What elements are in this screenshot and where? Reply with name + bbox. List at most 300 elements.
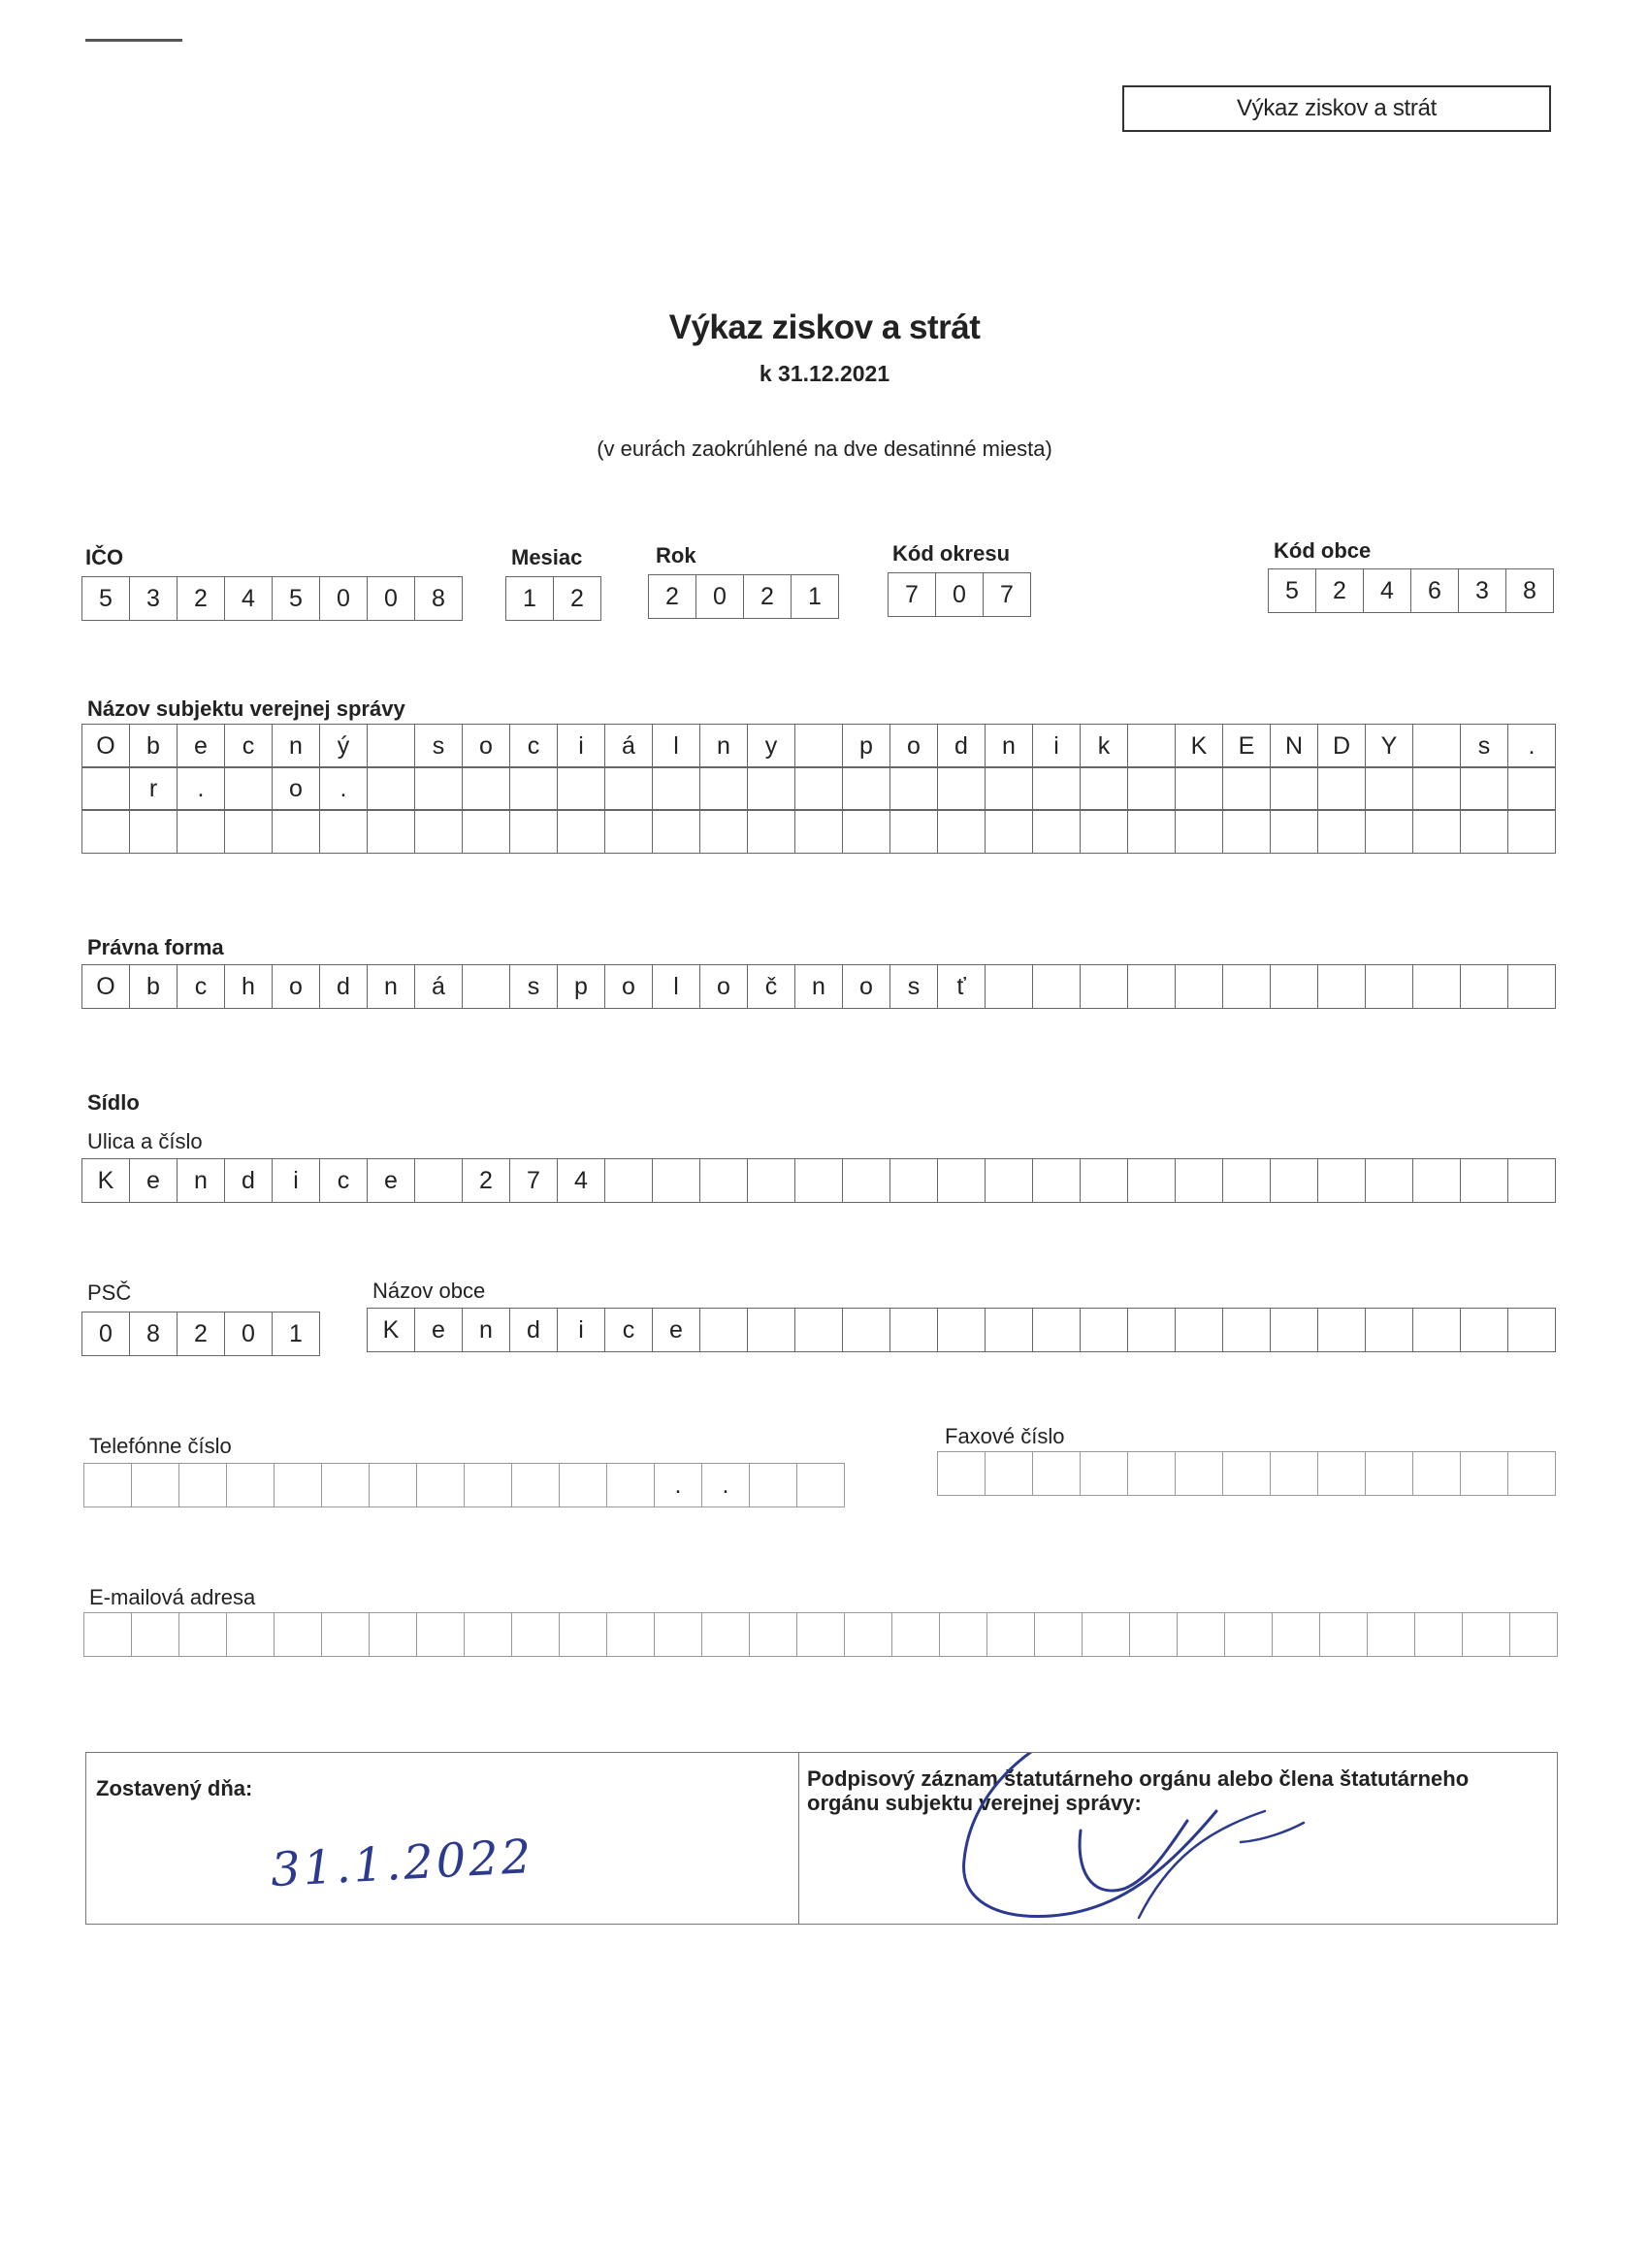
nazov-subjektu-row-3-cell [1366,809,1413,854]
nazov-subjektu-row-1-cell: s [1461,724,1508,768]
nazov-subjektu-row-1-cell: n [700,724,748,768]
email-grid-cell [1463,1612,1510,1657]
nazov-subjektu-row-3-cell [1033,809,1081,854]
nazov-subjektu-row-1-cell: Y [1366,724,1413,768]
nazov-subjektu-row-3-cell [938,809,986,854]
telefon-grid-cell [607,1463,655,1507]
nazov-subjektu-row-2-cell [890,766,938,811]
nazov-subjektu-row-1-cell: o [463,724,510,768]
nazov-subjektu-row-3-cell [368,809,415,854]
nazov-subjektu-row-2-cell [605,766,653,811]
ulica-grid-cell: d [225,1158,273,1203]
pravna-forma-grid-cell: n [795,964,843,1009]
ulica-grid-cell [653,1158,700,1203]
nazov-subjektu-row-2-cell [938,766,986,811]
mesiac-grid-cell: 1 [506,576,554,621]
ulica-grid-cell [795,1158,843,1203]
telefon-grid-cell [750,1463,797,1507]
email-grid-cell [940,1612,987,1657]
psc-grid-cell: 2 [178,1312,225,1356]
nazov-subjektu-row-2-cell [1413,766,1461,811]
pravna-forma-grid-cell [1033,964,1081,1009]
rok-grid [648,574,839,619]
scan-edge-mark [85,39,182,42]
psc-grid-cell: 1 [273,1312,320,1356]
nazov-subjektu-row-2-cell [1318,766,1366,811]
ulica-grid-cell [415,1158,463,1203]
telefon-grid-cell [275,1463,322,1507]
nazov-subjektu-row-1-cell: D [1318,724,1366,768]
fax-grid-cell [1318,1451,1366,1496]
email-grid-cell [132,1612,179,1657]
ulica-grid-cell [1413,1158,1461,1203]
nazov-subjektu-row-3 [81,809,1556,854]
email-grid-cell [512,1612,560,1657]
nazov-obce-grid-cell [1461,1308,1508,1352]
psc-grid-cell: 0 [82,1312,130,1356]
pravna-forma-grid-cell [463,964,510,1009]
ico-grid-cell: 0 [320,576,368,621]
pravna-forma-grid-cell: l [653,964,700,1009]
email-grid-cell [370,1612,417,1657]
pravna-forma-grid-cell [1271,964,1318,1009]
nazov-subjektu-row-3-cell [986,809,1033,854]
nazov-subjektu-row-3-cell [510,809,558,854]
signature-label: Podpisový záznam štatutárneho orgánu alebo člena štatutárneho orgánu subjektu verejnej správy: [807,1766,1470,1815]
email-grid-cell [750,1612,797,1657]
nazov-subjektu-row-3-cell [463,809,510,854]
nazov-subjektu-row-2-cell [558,766,605,811]
currency-note: (v eurách zaokrúhlené na dve desatinné miesta) [597,437,1052,461]
pravna-forma-grid-cell: p [558,964,605,1009]
nazov-obce-grid-cell [1271,1308,1318,1352]
nazov-subjektu-row-1-cell: y [748,724,795,768]
pravna-forma-grid-cell [1223,964,1271,1009]
pravna-forma-grid-cell: h [225,964,273,1009]
telefon-grid-cell [179,1463,227,1507]
nazov-subjektu-row-2-cell: o [273,766,320,811]
telefon-grid-cell [560,1463,607,1507]
nazov-subjektu-row-3-cell [558,809,605,854]
nazov-subjektu-row-2-cell [748,766,795,811]
nazov-subjektu-row-2-cell [1461,766,1508,811]
kod-obce-grid-cell: 2 [1316,568,1364,613]
nazov-obce-grid-cell [1081,1308,1128,1352]
rok-grid-cell: 2 [744,574,792,619]
nazov-subjektu-row-3-cell [82,809,130,854]
pravna-forma-grid-cell: o [843,964,890,1009]
telefon-grid-cell [512,1463,560,1507]
nazov-subjektu-row-2-cell [1033,766,1081,811]
mesiac-grid-cell: 2 [554,576,601,621]
email-grid-cell [465,1612,512,1657]
nazov-subjektu-row-1-cell: p [843,724,890,768]
email-grid-cell [702,1612,750,1657]
nazov-subjektu-row-1-cell: ý [320,724,368,768]
nazov-subjektu-row-1-cell: c [225,724,273,768]
nazov-obce-grid-cell [1508,1308,1556,1352]
rok-grid-cell: 1 [792,574,839,619]
ulica-grid-cell [1318,1158,1366,1203]
kod-obce-grid-cell: 4 [1364,568,1411,613]
nazov-subjektu-row-3-cell [130,809,178,854]
signature-section [85,1752,1558,1925]
telefon-grid-cell [417,1463,465,1507]
fax-grid-cell [1461,1451,1508,1496]
nazov-subjektu-row-2-cell [463,766,510,811]
ulica-grid-cell: 4 [558,1158,605,1203]
kod-okresu-grid [888,572,1031,617]
nazov-obce-grid-cell [1176,1308,1223,1352]
nazov-obce-grid-cell: K [368,1308,415,1352]
nazov-subjektu-row-1-cell: l [653,724,700,768]
email-grid-cell [1035,1612,1083,1657]
fax-grid-cell [1508,1451,1556,1496]
telefon-grid-cell [370,1463,417,1507]
ico-grid-cell: 5 [273,576,320,621]
ulica-grid-cell: 2 [463,1158,510,1203]
pravna-forma-grid-cell [1461,964,1508,1009]
nazov-subjektu-row-1-cell [1413,724,1461,768]
ulica-grid-cell: e [130,1158,178,1203]
nazov-subjektu-row-3-cell [320,809,368,854]
kod-obce-grid-cell: 5 [1269,568,1316,613]
ulica-grid [81,1158,1556,1203]
kod-obce-grid-cell: 8 [1506,568,1554,613]
psc-label: PSČ [87,1280,132,1305]
nazov-subjektu-row-3-cell [178,809,225,854]
pravna-forma-grid-cell [1128,964,1176,1009]
fax-grid [937,1451,1556,1496]
email-grid-cell [845,1612,892,1657]
pravna-forma-grid-cell [1413,964,1461,1009]
nazov-subjektu-row-1-cell: . [1508,724,1556,768]
ico-grid [81,576,463,621]
kod-okresu-label: Kód okresu [892,541,1011,566]
nazov-subjektu-row-3-cell [1413,809,1461,854]
nazov-subjektu-row-1-cell: b [130,724,178,768]
email-grid-cell [84,1612,132,1657]
nazov-subjektu-row-2-cell [1176,766,1223,811]
compiled-date-box [86,1753,799,1924]
pravna-forma-grid-cell: s [510,964,558,1009]
nazov-subjektu-row-2-cell [1223,766,1271,811]
email-grid-cell [417,1612,465,1657]
pravna-forma-grid-cell: c [178,964,225,1009]
nazov-obce-grid-cell: e [653,1308,700,1352]
fax-grid-cell [1366,1451,1413,1496]
ulica-grid-cell [1223,1158,1271,1203]
pravna-forma-grid-cell [986,964,1033,1009]
kod-okresu-grid-cell: 7 [984,572,1031,617]
ulica-grid-cell [1033,1158,1081,1203]
ulica-grid-cell [1176,1158,1223,1203]
pravna-forma-grid-cell: o [605,964,653,1009]
telefon-grid-cell: . [702,1463,750,1507]
email-grid-cell [607,1612,655,1657]
nazov-subjektu-row-2-cell [415,766,463,811]
nazov-obce-grid-cell [890,1308,938,1352]
ulica-grid-cell [1271,1158,1318,1203]
kod-okresu-grid-cell: 7 [889,572,936,617]
nazov-obce-grid-cell: i [558,1308,605,1352]
nazov-subjektu-row-3-cell [415,809,463,854]
kod-obce-grid [1268,568,1554,613]
nazov-subjektu-row-3-cell [1176,809,1223,854]
nazov-subjektu-row-2-cell [1271,766,1318,811]
rok-grid-cell: 0 [696,574,744,619]
ico-label: IČO [85,545,124,569]
pravna-forma-label: Právna forma [87,935,224,959]
nazov-subjektu-row-3-cell [843,809,890,854]
ulica-grid-cell [1366,1158,1413,1203]
nazov-subjektu-row-1-cell: i [1033,724,1081,768]
fax-label: Faxové číslo [945,1424,1065,1448]
email-grid-cell [1415,1612,1463,1657]
nazov-subjektu-row-1-cell: d [938,724,986,768]
nazov-subjektu-row-1-cell: s [415,724,463,768]
fax-grid-cell [1176,1451,1223,1496]
form-header-box: Výkaz ziskov a strát [1122,85,1551,132]
nazov-obce-grid-cell [1223,1308,1271,1352]
email-grid-cell [227,1612,275,1657]
pravna-forma-grid [81,964,1556,1009]
nazov-subjektu-row-1-cell [1128,724,1176,768]
telefon-grid-cell [465,1463,512,1507]
nazov-subjektu-row-2-cell [653,766,700,811]
rok-label: Rok [656,543,696,567]
telefon-grid-cell [132,1463,179,1507]
mesiac-label: Mesiac [511,545,583,569]
pravna-forma-grid-cell: b [130,964,178,1009]
compiled-date-handwritten: 31.1.2022 [269,1829,535,1898]
ulica-grid-cell: i [273,1158,320,1203]
telefon-grid-cell [797,1463,845,1507]
ulica-grid-cell: 7 [510,1158,558,1203]
nazov-obce-grid [367,1308,1556,1352]
ico-grid-cell: 5 [82,576,130,621]
kod-obce-grid-cell: 3 [1459,568,1506,613]
nazov-subjektu-row-3-cell [1081,809,1128,854]
nazov-subjektu-row-2-cell [843,766,890,811]
handwritten-signature [799,1753,1558,1926]
telefon-grid [83,1463,845,1507]
nazov-subjektu-row-2-cell [510,766,558,811]
nazov-subjektu-row-3-cell [605,809,653,854]
fax-grid-cell [1033,1451,1081,1496]
email-grid-cell [322,1612,370,1657]
nazov-subjektu-row-2-cell: . [320,766,368,811]
telefon-grid-cell [227,1463,275,1507]
kod-obce-label: Kód obce [1274,538,1372,563]
nazov-obce-grid-cell [795,1308,843,1352]
psc-grid-cell: 8 [130,1312,178,1356]
nazov-subjektu-row-3-cell [795,809,843,854]
sidlo-label: Sídlo [87,1090,140,1115]
nazov-subjektu-row-3-cell [1128,809,1176,854]
ulica-grid-cell [1461,1158,1508,1203]
nazov-subjektu-row-2-cell [82,766,130,811]
nazov-obce-grid-cell [986,1308,1033,1352]
fax-grid-cell [1081,1451,1128,1496]
pravna-forma-grid-cell [1081,964,1128,1009]
nazov-subjektu-row-2-cell [795,766,843,811]
rok-grid-cell: 2 [649,574,696,619]
nazov-obce-grid-cell [1318,1308,1366,1352]
nazov-subjektu-row-1-cell: n [986,724,1033,768]
ulica-grid-cell: e [368,1158,415,1203]
nazov-obce-label: Názov obce [372,1279,486,1303]
pravna-forma-grid-cell: n [368,964,415,1009]
ulica-grid-cell [605,1158,653,1203]
nazov-subjektu-row-1-cell: k [1081,724,1128,768]
pravna-forma-grid-cell: o [273,964,320,1009]
nazov-subjektu-row-3-cell [653,809,700,854]
ulica-grid-cell [843,1158,890,1203]
nazov-subjektu-row-1-cell: c [510,724,558,768]
nazov-subjektu-row-3-cell [1223,809,1271,854]
nazov-obce-grid-cell: e [415,1308,463,1352]
ico-grid-cell: 3 [130,576,178,621]
ulica-label: Ulica a číslo [87,1129,203,1153]
nazov-subjektu-row-2-cell [1508,766,1556,811]
telefon-label: Telefónne číslo [89,1434,232,1458]
nazov-obce-grid-cell [1413,1308,1461,1352]
nazov-subjektu-row-3-cell [1508,809,1556,854]
email-grid-cell [1510,1612,1558,1657]
ulica-grid-cell [1128,1158,1176,1203]
kod-obce-grid-cell: 6 [1411,568,1459,613]
pravna-forma-grid-cell: s [890,964,938,1009]
nazov-subjektu-row-1-cell: E [1223,724,1271,768]
email-grid-cell [1368,1612,1415,1657]
email-grid-cell [655,1612,702,1657]
pravna-forma-grid-cell: č [748,964,795,1009]
email-grid-cell [987,1612,1035,1657]
nazov-subjektu-row-3-cell [1318,809,1366,854]
nazov-subjektu-row-2-cell [1366,766,1413,811]
fax-grid-cell [986,1451,1033,1496]
document-date: k 31.12.2021 [759,361,890,386]
document-title: Výkaz ziskov a strát [668,308,981,346]
nazov-subjektu-row-1-cell: O [82,724,130,768]
kod-okresu-grid-cell: 0 [936,572,984,617]
pravna-forma-grid-cell: á [415,964,463,1009]
pravna-forma-grid-cell: ť [938,964,986,1009]
nazov-subjektu-row-1-cell [795,724,843,768]
telefon-grid-cell [322,1463,370,1507]
ulica-grid-cell [986,1158,1033,1203]
nazov-obce-grid-cell [700,1308,748,1352]
email-grid-cell [892,1612,940,1657]
nazov-subjektu-row-1-cell: e [178,724,225,768]
nazov-subjektu-row-3-cell [225,809,273,854]
ico-grid-cell: 0 [368,576,415,621]
nazov-subjektu-row-2-cell [1128,766,1176,811]
ulica-grid-cell [748,1158,795,1203]
nazov-subjektu-row-2-cell: r [130,766,178,811]
email-grid-cell [1130,1612,1178,1657]
email-grid-cell [1273,1612,1320,1657]
ulica-grid-cell [700,1158,748,1203]
nazov-subjektu-row-2-cell [225,766,273,811]
ulica-grid-cell [938,1158,986,1203]
nazov-subjektu-row-1-cell: o [890,724,938,768]
ulica-grid-cell [890,1158,938,1203]
nazov-subjektu-row-2-cell [986,766,1033,811]
ico-grid-cell: 2 [178,576,225,621]
telefon-grid-cell: . [655,1463,702,1507]
email-grid-cell [275,1612,322,1657]
nazov-obce-grid-cell: n [463,1308,510,1352]
fax-grid-cell [1413,1451,1461,1496]
pravna-forma-grid-cell [1318,964,1366,1009]
pravna-forma-grid-cell [1508,964,1556,1009]
nazov-subjektu-row-1-cell: N [1271,724,1318,768]
signature-box [799,1753,1557,1924]
nazov-obce-grid-cell [843,1308,890,1352]
email-grid-cell [1178,1612,1225,1657]
email-grid-cell [797,1612,845,1657]
nazov-subjektu-row-2-cell [700,766,748,811]
nazov-subjektu-row-2-cell [368,766,415,811]
email-grid-cell [560,1612,607,1657]
nazov-subjektu-row-2-cell [1081,766,1128,811]
compiled-date-label: Zostavený dňa: [96,1776,253,1800]
fax-grid-cell [938,1451,986,1496]
nazov-obce-grid-cell: d [510,1308,558,1352]
mesiac-grid [505,576,601,621]
fax-grid-cell [1271,1451,1318,1496]
ico-grid-cell: 4 [225,576,273,621]
psc-grid-cell: 0 [225,1312,273,1356]
ulica-grid-cell: c [320,1158,368,1203]
nazov-subjektu-row-1-cell: K [1176,724,1223,768]
nazov-obce-grid-cell [1033,1308,1081,1352]
email-label: E-mailová adresa [89,1585,256,1609]
nazov-obce-grid-cell [938,1308,986,1352]
fax-grid-cell [1223,1451,1271,1496]
ulica-grid-cell: K [82,1158,130,1203]
nazov-subjektu-row-1-cell: á [605,724,653,768]
telefon-grid-cell [84,1463,132,1507]
pravna-forma-grid-cell [1366,964,1413,1009]
nazov-subjektu-row-3-cell [273,809,320,854]
email-grid-cell [1225,1612,1273,1657]
nazov-subjektu-row-3-cell [700,809,748,854]
ico-grid-cell: 8 [415,576,463,621]
nazov-subjektu-row-3-cell [1461,809,1508,854]
nazov-obce-grid-cell [748,1308,795,1352]
fax-grid-cell [1128,1451,1176,1496]
ulica-grid-cell [1081,1158,1128,1203]
email-grid-cell [1320,1612,1368,1657]
nazov-subjektu-row-1-cell [368,724,415,768]
nazov-obce-grid-cell: c [605,1308,653,1352]
ulica-grid-cell: n [178,1158,225,1203]
psc-grid [81,1312,320,1356]
pravna-forma-grid-cell: d [320,964,368,1009]
nazov-subjektu-row-2-cell: . [178,766,225,811]
nazov-subjektu-row-1-cell: i [558,724,605,768]
pravna-forma-grid-cell: O [82,964,130,1009]
nazov-obce-grid-cell [1366,1308,1413,1352]
email-grid [83,1612,1558,1657]
nazov-subjektu-row-1 [81,724,1556,768]
nazov-obce-grid-cell [1128,1308,1176,1352]
email-grid-cell [1083,1612,1130,1657]
nazov-subjektu-row-1-cell: n [273,724,320,768]
